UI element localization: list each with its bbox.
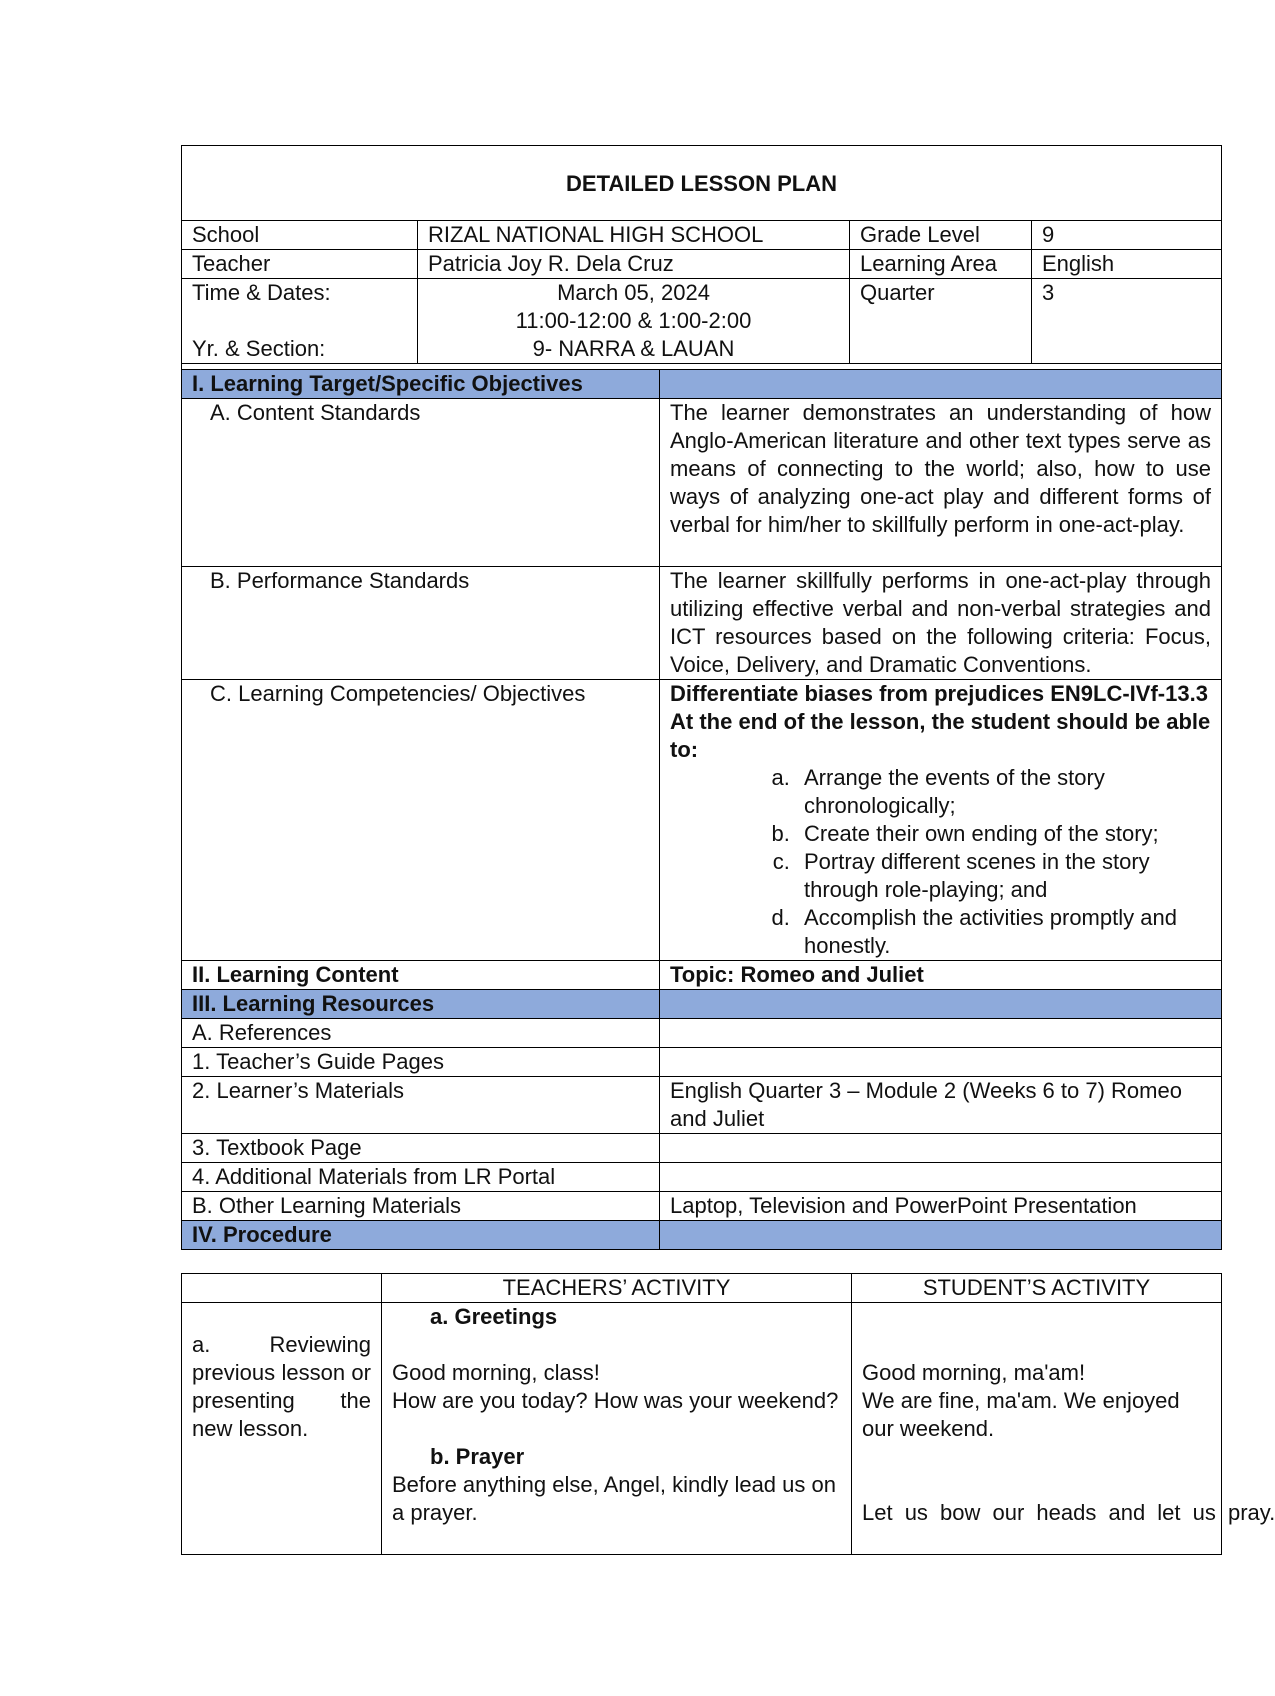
school-value: RIZAL NATIONAL HIGH SCHOOL: [418, 221, 850, 250]
section-label: Yr. & Section:: [192, 336, 326, 361]
other-materials-value: Laptop, Television and PowerPoint Presentation: [660, 1192, 1222, 1221]
student-activity-cell: [852, 1303, 1275, 1555]
resources-heading: III. Learning Resources: [182, 990, 660, 1019]
competencies-label: C. Learning Competencies/ Objectives: [182, 680, 660, 961]
school-label: School: [182, 221, 418, 250]
main-table: [181, 369, 1222, 1250]
learners-materials-value: English Quarter 3 – Module 2 (Weeks 6 to 7) Romeo and Juliet: [660, 1077, 1222, 1134]
procedure-heading-fill: [660, 1221, 1222, 1250]
references-value: [660, 1019, 1222, 1048]
objective-item: d. Accomplish the activities promptly and honestly.: [796, 904, 1211, 960]
procedure-blank-header: [182, 1274, 382, 1303]
teacher-activity-header: TEACHERS’ ACTIVITY: [382, 1274, 852, 1303]
objectives-list: [670, 764, 1211, 960]
procedure-step-label: a. Reviewing previous lesson or presenting the new lesson.: [182, 1303, 382, 1555]
textbook-value: [660, 1134, 1222, 1163]
references-label: A. References: [182, 1019, 660, 1048]
objective-item: c. Portray different scenes in the story through role-playing; and: [796, 848, 1211, 904]
objectives-heading: I. Learning Target/Specific Objectives: [182, 370, 660, 399]
section-value: 9- NARRA & LAUAN: [532, 336, 735, 361]
date-value: March 05, 2024: [557, 280, 710, 305]
content-standards-label: A. Content Standards: [182, 399, 660, 567]
grade-level-value: 9: [1032, 221, 1222, 250]
performance-standards-label: B. Performance Standards: [182, 567, 660, 680]
student-greeting-2: We are fine, ma'am. We enjoyed our weekend.: [862, 1388, 1180, 1441]
grade-level-label: Grade Level: [850, 221, 1032, 250]
teacher-greeting-1: Good morning, class!: [392, 1360, 600, 1385]
competencies-intro: Differentiate biases from prejudices EN9LC-IVf-13.3 At the end of the lesson, the student should be able to:: [670, 681, 1211, 762]
time-section-values: [418, 279, 850, 364]
greetings-title: a. Greetings: [430, 1304, 558, 1329]
teacher-activity-cell: [382, 1303, 852, 1555]
learning-content-topic: Topic: Romeo and Juliet: [660, 961, 1222, 990]
time-section-labels: [182, 279, 418, 364]
resources-heading-fill: [660, 990, 1222, 1019]
learning-content-label: II. Learning Content: [182, 961, 660, 990]
teacher-value: Patricia Joy R. Dela Cruz: [418, 250, 850, 279]
teacher-prayer-text: Before anything else, Angel, kindly lead us on a prayer.: [392, 1472, 836, 1525]
learning-area-label: Learning Area: [850, 250, 1032, 279]
performance-standards-text: The learner skillfully performs in one-act-play through utilizing effective verbal and non-verbal strategies and ICT resources based on the following criteria: Focus, Voice, Delivery, and Dramatic Conventions.: [660, 567, 1222, 680]
document-title: DETAILED LESSON PLAN: [182, 146, 1222, 221]
teacher-label: Teacher: [182, 250, 418, 279]
competencies-cell: [660, 680, 1222, 961]
additional-materials-label: 4. Additional Materials from LR Portal: [182, 1163, 660, 1192]
student-prayer: Let us bow our heads and let us pray.: [862, 1500, 1275, 1525]
teachers-guide-label: 1. Teacher’s Guide Pages: [182, 1048, 660, 1077]
procedure-table: [181, 1273, 1275, 1555]
header-table: [181, 145, 1222, 392]
objectives-heading-fill: [660, 370, 1222, 399]
textbook-label: 3. Textbook Page: [182, 1134, 660, 1163]
objective-item: a. Arrange the events of the story chronologically;: [796, 764, 1211, 820]
prayer-title: b. Prayer: [430, 1444, 525, 1469]
time-value: 11:00-12:00 & 1:00-2:00: [515, 308, 752, 333]
procedure-heading: IV. Procedure: [182, 1221, 660, 1250]
content-standards-text: The learner demonstrates an understanding of how Anglo-American literature and other text types serve as means of connecting to the world; also, how to use ways of analyzing one-act play and different forms of verbal for him/her to skillfully perform in one-act-play.: [660, 399, 1222, 567]
learning-area-value: English: [1032, 250, 1222, 279]
student-greeting-1: Good morning, ma'am!: [862, 1360, 1086, 1385]
objective-item: b. Create their own ending of the story;: [796, 820, 1211, 848]
other-materials-label: B. Other Learning Materials: [182, 1192, 660, 1221]
learners-materials-label: 2. Learner’s Materials: [182, 1077, 660, 1134]
additional-materials-value: [660, 1163, 1222, 1192]
quarter-label: Quarter: [850, 279, 1032, 364]
time-dates-label: Time & Dates:: [192, 280, 331, 305]
teacher-greeting-2: How are you today? How was your weekend?: [392, 1388, 839, 1413]
teachers-guide-value: [660, 1048, 1222, 1077]
student-activity-header: STUDENT’S ACTIVITY: [852, 1274, 1222, 1303]
quarter-value: 3: [1032, 279, 1222, 364]
